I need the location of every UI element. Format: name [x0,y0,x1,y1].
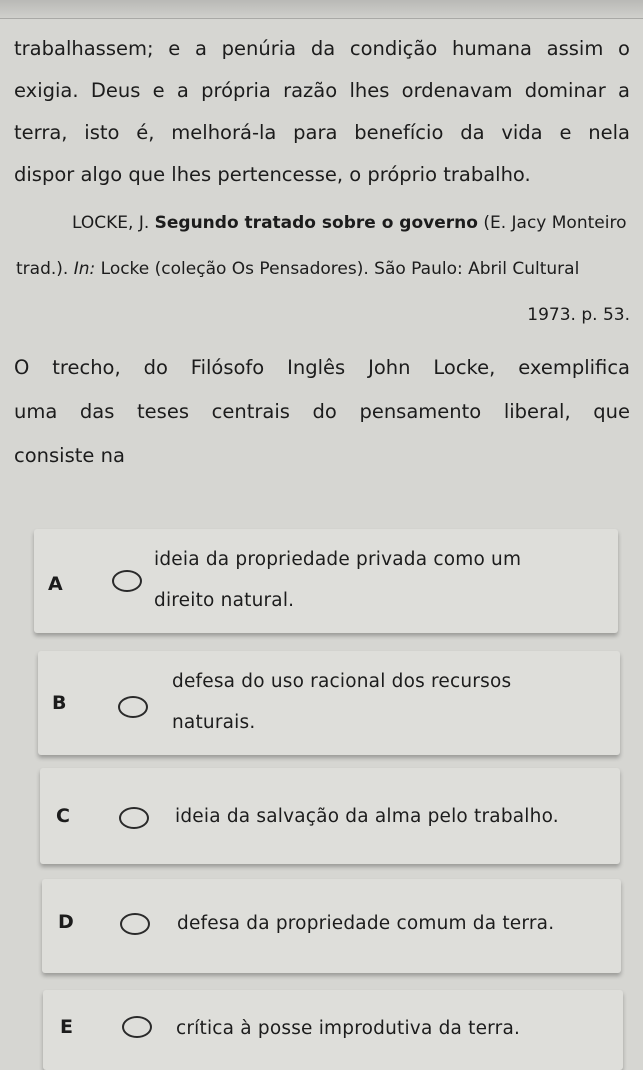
option-letter: E [60,1016,73,1038]
option-text: defesa do uso racional dos recursos naturais. [172,671,512,733]
radio-button-icon[interactable] [118,696,148,718]
passage-line: terra, isto é, melhorá-la para benefício da vida e nela [14,121,630,144]
radio-button-icon[interactable] [112,570,142,592]
answer-option-a[interactable] [34,529,618,633]
option-letter: B [52,692,67,714]
prompt-line: consiste na [14,444,125,467]
option-letter: C [56,805,70,827]
option-letter: A [48,573,63,595]
citation-year-page: 1973. p. 53. [527,305,630,325]
radio-button-icon[interactable] [120,913,150,935]
citation-author: LOCKE, J. [72,213,150,233]
prompt-line: O trecho, do Filósofo Inglês John Locke, exemplifica [14,356,630,379]
question-block [14,28,630,478]
passage-line: exigia. Deus e a própria razão lhes ordenavam dominar a [14,79,630,102]
option-text: defesa da propriedade comum da terra. [177,913,555,934]
answer-option-d[interactable] [42,879,621,973]
question-prompt [14,346,630,478]
radio-button-icon[interactable] [119,807,149,829]
citation-trad: trad.). [16,259,69,279]
option-letter: D [58,911,74,933]
answer-option-c[interactable] [40,768,620,864]
option-text: crítica à posse improdutiva da terra. [176,1018,521,1039]
option-text: ideia da propriedade privada como um direito natural. [154,549,522,611]
passage-text [14,28,630,196]
top-divider [0,0,643,19]
citation-source: Locke (coleção Os Pensadores). São Paulo: Abril Cultural [100,259,580,279]
answer-option-b[interactable] [38,651,620,755]
radio-button-icon[interactable] [122,1016,152,1038]
passage-line: trabalhassem; e a penúria da condição humana assim o [14,37,630,60]
passage-line: dispor algo que lhes pertencesse, o próprio trabalho. [14,163,531,186]
answer-option-e[interactable] [43,990,623,1070]
prompt-line: uma das teses centrais do pensamento liberal, que [14,400,630,423]
citation-translator: (E. Jacy Monteiro [483,213,627,233]
citation-in-label: In: [73,259,96,279]
citation [14,200,630,338]
citation-title: Segundo tratado sobre o governo [154,213,478,233]
option-text: ideia da salvação da alma pelo trabalho. [175,806,559,827]
